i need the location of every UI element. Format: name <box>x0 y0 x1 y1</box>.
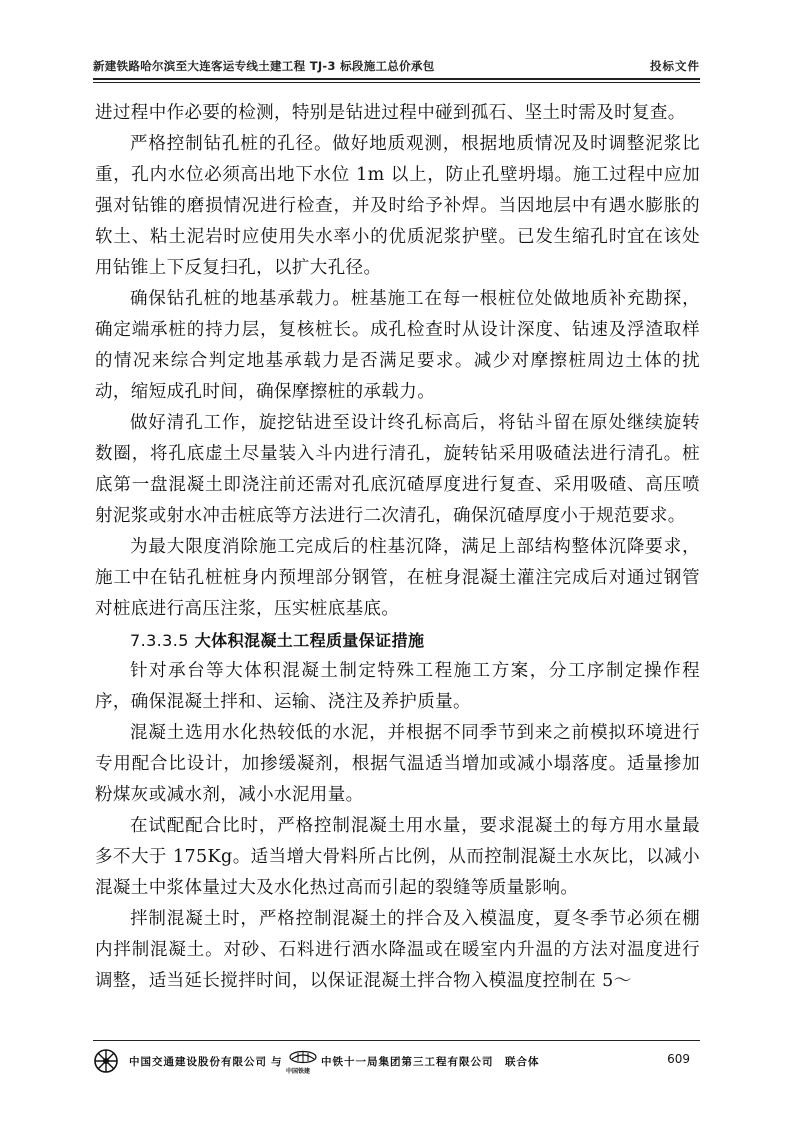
ccccc-logo-icon <box>93 1048 119 1074</box>
paragraph: 做好清孔工作，旋挖钻进至设计终孔标高后，将钻斗留在原处继续旋转数圈，将孔底虚土尽量装入斗内进行清孔，旋转钻采用吸碴法进行清孔。桩底第一盘混凝土即浇注前还需对孔底沉碴厚度进行复查、采用吸碴、高压喷射泥浆或射水冲击桩底等方法进行二次清孔，确保沉碴厚度小于规范要求。 <box>95 413 700 526</box>
paragraph: 为最大限度消除施工完成后的柱基沉降，满足上部结构整体沉降要求，施工中在钻孔桩桩身内预埋部分钢管，在桩身混凝土灌注完成后对通过钢管对桩底进行高压注浆，压实桩底基底。 <box>95 537 700 619</box>
paragraph: 拌制混凝土时，严格控制混凝土的拌合及入模温度，夏冬季节必须在棚内拌制混凝土。对砂、石料进行洒水降温或在暖室内升温的方法对温度进行调整，适当延长搅拌时间，以保证混凝土拌合物入模温度控制在 5～ <box>95 909 700 991</box>
header-rule-thick <box>93 78 700 80</box>
header-rule-thin <box>93 82 700 83</box>
paragraph: 严格控制钻孔桩的孔径。做好地质观测，根据地质情况及时调整泥浆比重，孔内水位必须高出地下水位 1m 以上，防止孔壁坍塌。施工过程中应加强对钻锥的磨损情况进行检查，并及时给予补焊。当因地层中有遇水膨胀的软土、粘土泥岩时应使用失水率小的优质泥浆护壁。已发生缩孔时宜在该处用钻锥上下反复扫孔，以扩大孔径。 <box>95 134 700 278</box>
paragraph: 确保钻孔桩的地基承载力。桩基施工在每一根桩位处做地质补充勘探，确定端承桩的持力层，复核桩长。成孔检查时从设计深度、钻速及浮渣取样的情况来综合判定地基承载力是否满足要求。减少对摩擦桩周边土体的扰动，缩短成孔时间，确保摩擦桩的承载力。 <box>95 289 700 402</box>
document-body <box>95 98 700 997</box>
paragraph: 进过程中作必要的检测，特别是钻进过程中碰到孤石、坚土时需及时复查。 <box>95 103 686 123</box>
crcc-logo-caption: 中国铁建 <box>286 1068 311 1075</box>
company-1: 中国交通建设股份有限公司 <box>129 1056 267 1068</box>
section-number: 7.3.3.5 <box>130 631 189 650</box>
section-title: 大体积混凝土工程质量保证措施 <box>194 631 425 650</box>
page-number: 609 <box>667 1052 690 1066</box>
footer-rule <box>93 1040 700 1041</box>
paragraph: 针对承台等大体积混凝土制定特殊工程施工方案，分工序制定操作程序，确保混凝土拌和、运输、浇注及养护质量。 <box>95 661 700 712</box>
paragraph: 在试配配合比时，严格控制混凝土用水量，要求混凝土的每方用水量最多不大于 175Kg。适当增大骨料所占比例，从而控制混凝土水灰比，以减小混凝土中浆体量过大及水化热过高而引起的裂缝等质量影响。 <box>95 816 700 898</box>
paragraph: 混凝土选用水化热较低的水泥，并根据不同季节到来之前模拟环境进行专用配合比设计，加掺缓凝剂，根据气温适当增加或减小塌落度。适量掺加粉煤灰或减水剂，减小水泥用量。 <box>95 723 700 805</box>
document-type: 投标文件 <box>650 59 700 73</box>
joint-venture-label: 联合体 <box>505 1056 540 1068</box>
conjunction: 与 <box>271 1056 282 1068</box>
crcc-logo-icon <box>288 1050 318 1064</box>
page-header <box>93 58 700 78</box>
page-footer <box>93 1046 700 1086</box>
company-2: 中铁十一局集团第三工程有限公司 <box>321 1056 494 1068</box>
section-heading <box>95 625 700 656</box>
project-title: 新建铁路哈尔滨至大连客运专线土建工程 TJ-3 标段施工总价承包 <box>93 59 435 73</box>
